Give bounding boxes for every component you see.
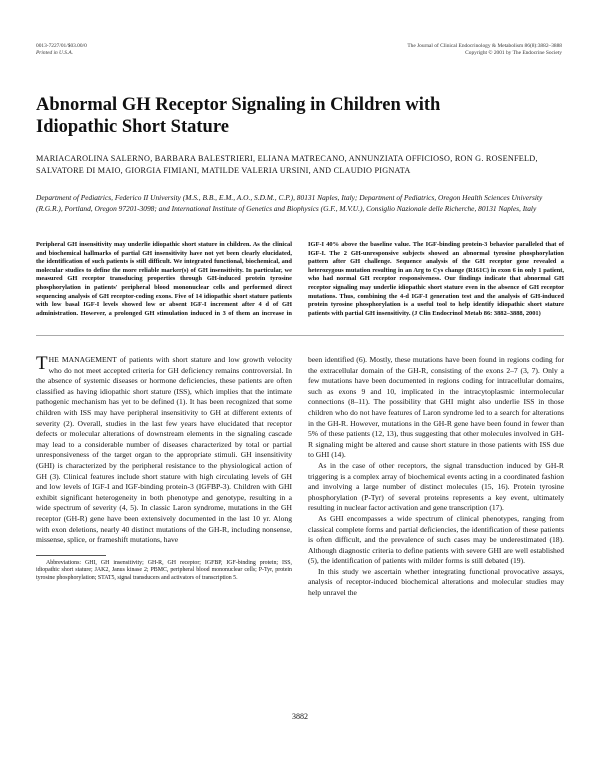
intro-paragraph-5: In this study we ascertain whether integrating functional provocative assays, analysis of receptor-induced biochemical alterations and molecular studies may help unravel the — [308, 566, 564, 598]
intro-paragraph-1 — [36, 355, 292, 546]
intro-paragraph-2: been identified (6). Mostly, these mutations have been found in regions coding for the extracellular domain of the GH-R, consisting of the exons 2–7 (3, 7). Only a few mutations have been documented in regions coding for intracellular domains, such as exons 9 and 10, implicated in the intracytoplasmic intermolecular connections (8–11). The possibility that GHI might also underlie ISS in those children who do not have features of Laron syndrome led to a search for alterations in the GH-R. However, mutations in the GH-R gene have been found in fewer than 5% of these patients (12, 13), thus suggesting that other molecules involved in GH-R signaling might be altered and cause short stature in those patients with ISS due to GHI (14). — [308, 355, 564, 460]
author-list: MARIACAROLINA SALERNO, BARBARA BALESTRIERI, ELIANA MATRECANO, ANNUNZIATA OFFICIOSO, RON G. ROSENFELD, SALVATORE DI MAIO, GIORGIA FIMIANI, MATILDE VALERIA URSINI, AND CLAUDIO PIGNATA — [36, 154, 538, 175]
journal-code-header — [36, 43, 87, 57]
journal-line: The Journal of Clinical Endocrinology & Metabolism 86(8):3882–3888 — [407, 43, 562, 49]
issn-line: 0013-7227/01/$03.00/0 — [36, 43, 87, 49]
abstract: Peripheral GH insensitivity may underlie idiopathic short stature in children. As the clinical and biochemical hallmarks of partial GH insensitivity have not yet been clearly elucidated, the identification of such patients is still difficult. We integrated functional, biochemical, and molecular studies to define the more reliable marker(s) of GH insensitivity. In particular, we measured GH receptor transducing properties through GH-induced protein tyrosine phosphorylation in patients' peripheral blood mononuclear cells and performed direct sequencing analysis of GH receptor-coding exons. Five of 14 idiopathic short stature patients with low basal IGF-I levels showed low or absent IGF-I increment after 4 d of GH administration. However, a prolonged GH stimulation induced in 3 of them an increase in IGF-I 40% above the baseline value. The IGF-binding protein-3 behavior paralleled that of IGF-I. The 2 GH-unresponsive subjects showed an abnormal tyrosine phosphorylation pattern after GH challenge. Sequence analysis of the GH receptor gene revealed a heterozygous mutation resulting in an Arg to Cys change (R161C) in exon 6 in only 1 patient, who had normal GH receptor responsiveness. Our findings indicate that abnormal GH receptor signaling may underlie idiopathic short stature even in the absence of GH receptor mutations. Thus, combining the 4-d IGF-I generation test and the analysis of GH-induced protein tyrosine phosphorylation is a useful tool to help identify idiopathic short stature patients with partial GH insensitivity. (J Clin Endocrinol Metab 86: 3882–3888, 2001) — [36, 241, 564, 317]
intro-paragraph-1-text: HE MANAGEMENT of patients with short stature and low growth velocity who do not meet accepted criteria for GH deficiency remains controversial. In the absence of systemic diseases or hormone deficiencies, these patients are often classified as having idiopathic short stature (ISS), which implies that the intimate pathogenic mechanism has yet to be defined (1). It has been recognized that some children with ISS may have peripheral insensitivity to GH at different extents of severity (2). Overall, studies in the last few years have elucidated that receptor defects or molecular alterations of downstream elements in the signaling cascade may lead to a considerable number of diseases characterized by total or partial unresponsiveness of the target organ to the appropriate stimuli. GH insensitivity (GHI) is characterized by the peripheral resistance to the physiological action of GH (3). Clinical features include short stature with high circulating levels of GH and low levels of IGF-I and IGF-binding protein-3 (IGFBP-3). Children with GHI exhibit significant heterogeneity in both phenotype and genotype, resulting in a wide spectrum of severity (4, 5). In classic Laron syndrome, mutations in the GH receptor (GH-R) gene have been extensively documented in the last 10 yr. Along with exon deletions, nearly 40 distinct mutations of the GH-R, including nonsense, missense, splice, or frameshift mutations, have — [36, 355, 292, 545]
article-title: Abnormal GH Receptor Signaling in Children with Idiopathic Short Stature — [36, 95, 441, 137]
drop-cap: T — [36, 353, 48, 374]
printed-line: Printed in U.S.A. — [36, 50, 73, 56]
footnote-divider — [36, 555, 106, 556]
copyright-line: Copyright © 2001 by The Endocrine Society — [465, 50, 562, 56]
page-number: 3882 — [292, 712, 308, 721]
affiliations: Department of Pediatrics, Federico II University (M.S., B.B., E.M., A.O., S.D.M., C.P.), 80131 Naples, Italy; Department of Pediatrics, Oregon Health Sciences University (R.G.R.), Portland, Oregon 97201-3098; and International Institute of Genetics and Biophysics (G.F., M.V.U.), Consiglio Nazionale delle Richerche, 80131 Naples, Italy — [36, 193, 543, 213]
journal-citation-header — [407, 43, 562, 57]
abstract-divider — [36, 335, 564, 336]
intro-paragraph-3: As in the case of other receptors, the signal transduction induced by GH-R triggering is a complex array of biochemical events acting in a coordinated fashion and involving a large number of distinct molecules (15, 16). Protein tyrosine phosphorylation (P-Tyr) of several proteins represents a key event, ultimately resulting in nuclear factor activation and gene transcription (17). — [308, 460, 564, 513]
intro-paragraph-4: As GHI encompasses a wide spectrum of clinical phenotypes, ranging from classical complete forms and partial deficiencies, the identification of these patients is often difficult, and the prevalence of such cases may be underestimated (18). Although diagnostic criteria to define patients with severe GHI are well established (5), the identification of patients with milder forms is still debated (19). — [308, 513, 564, 566]
article-body — [36, 355, 564, 599]
abbreviations-footnote: Abbreviations: GHI, GH insensitivity; GH-R, GH receptor; IGFBP, IGF-binding protein; ISS, idiopathic short stature; JAK2, Janus kinase 2; PBMC, peripheral blood mononuclear cells; P-Tyr, protein tyrosine phosphorylation; STAT5, signal transducers and activators of transcription 5. — [36, 559, 292, 581]
